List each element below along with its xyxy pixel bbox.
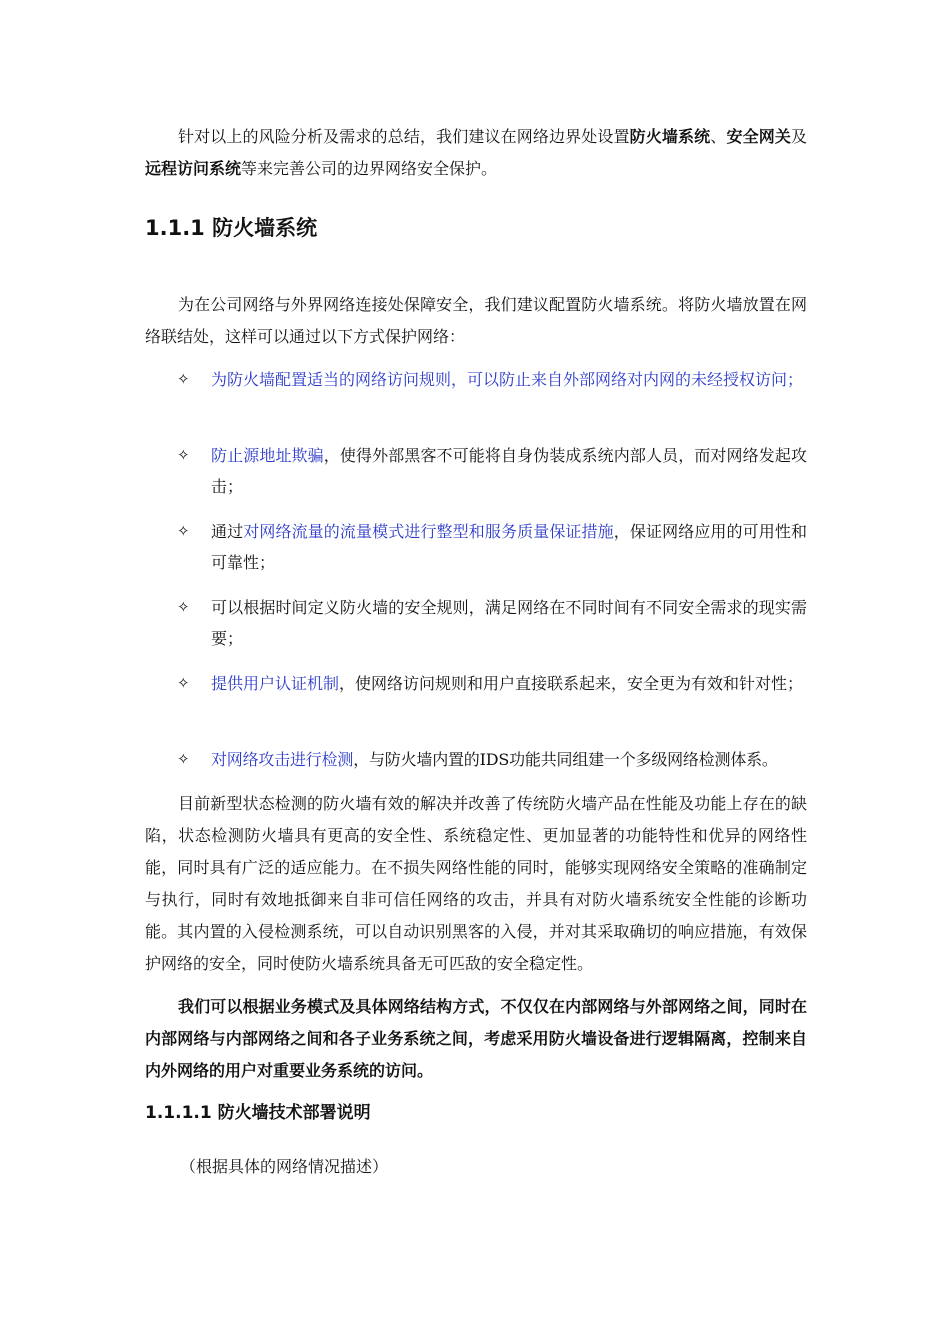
diamond-bullet-icon: ✧ [177, 598, 190, 616]
bullet-text [211, 744, 807, 775]
intro-text-1: 针对以上的风险分析及需求的总结，我们建议在网络边界处设置 [178, 127, 630, 146]
bullet-text [211, 592, 807, 654]
intro-paragraph [145, 121, 807, 185]
diamond-bullet-icon: ✧ [177, 522, 190, 540]
bullet-post: ，与防火墙内置的IDS功能共同组建一个多级网络检测体系。 [353, 750, 778, 769]
bold-paragraph: 我们可以根据业务模式及具体网络结构方式，不仅仅在内部网络与外部网络之间，同时在内部网络与内部网络之间和各子业务系统之间，考虑采用防火墙设备进行逻辑隔离，控制来自内外网络的用户对重要业务系统的访问。 [145, 997, 807, 1080]
intro-bold-firewall: 防火墙系统 [629, 127, 711, 146]
section-heading: 1.1.1 防火墙系统 [145, 216, 318, 240]
bullet-post: ，保证网络应用的可用性和可靠性； [211, 522, 807, 572]
bullet-pre: 通过 [211, 522, 244, 541]
intro-bold-gateway: 安全网关 [726, 127, 791, 146]
section-intro-paragraph: 为在公司网络与外界网络连接处保障安全，我们建议配置防火墙系统。将防火墙放置在网络联结处，这样可以通过以下方式保护网络： [145, 295, 807, 346]
bullet-text [211, 440, 807, 502]
bullet-link-text: 为防火墙配置适当的网络访问规则，可以防止来自外部网络对内网的未经授权访问； [211, 370, 804, 389]
note-text: （根据具体的网络情况描述） [180, 1157, 389, 1176]
diamond-bullet-icon: ✧ [177, 370, 190, 388]
intro-text-4: 等来完善公司的边界网络安全保护。 [241, 159, 498, 178]
bullet-item [145, 440, 807, 502]
body-paragraph: 目前新型状态检测的防火墙有效的解决并改善了传统防火墙产品在性能及功能上存在的缺陷，状态检测防火墙具有更高的安全性、系统稳定性、更加显著的功能特性和优异的网络性能，同时具有广泛的适应能力。在不损失网络性能的同时，能够实现网络安全策略的准确制定与执行，同时有效地抵御来自非可信任网络的攻击，并具有对防火墙系统安全性能的诊断功能。其内置的入侵检测系统，可以自动识别黑客的入侵，并对其采取确切的响应措施，有效保护网络的安全，同时使防火墙系统具备无可匹敌的安全稳定性。 [145, 794, 807, 973]
bullet-text [211, 668, 807, 699]
diamond-bullet-icon: ✧ [177, 446, 190, 464]
bullet-link-text: 防止源地址欺骗 [211, 446, 324, 465]
subsection-heading: 1.1.1.1 防火墙技术部署说明 [145, 1103, 371, 1123]
intro-text-2: 、 [710, 127, 727, 146]
bullet-item [145, 744, 807, 775]
diamond-bullet-icon: ✧ [177, 750, 190, 768]
bullet-link-text: 提供用户认证机制 [211, 674, 340, 693]
bullet-item [145, 364, 807, 395]
bullet-post: ，使得外部黑客不可能将自身伪装成系统内部人员，而对网络发起攻击； [211, 446, 807, 496]
diamond-bullet-icon: ✧ [177, 674, 190, 692]
bullet-item [145, 592, 807, 654]
bullet-text [211, 516, 807, 578]
bullet-item [145, 516, 807, 578]
intro-text-3: 及 [790, 127, 807, 146]
bullet-link-text: 对网络流量的流量模式进行整型和服务质量保证措施 [243, 522, 614, 541]
bullet-text [211, 364, 807, 395]
intro-bold-remote-access: 远程访问系统 [145, 159, 242, 178]
bullet-item [145, 668, 807, 699]
bullet-link-text: 对网络攻击进行检测 [211, 750, 354, 769]
bullet-pre: 可以根据时间定义防火墙的安全规则，满足网络在不同时间有不同安全需求的现实需要； [211, 598, 807, 648]
bullet-post: ，使网络访问规则和用户直接联系起来，安全更为有效和针对性； [339, 674, 804, 693]
